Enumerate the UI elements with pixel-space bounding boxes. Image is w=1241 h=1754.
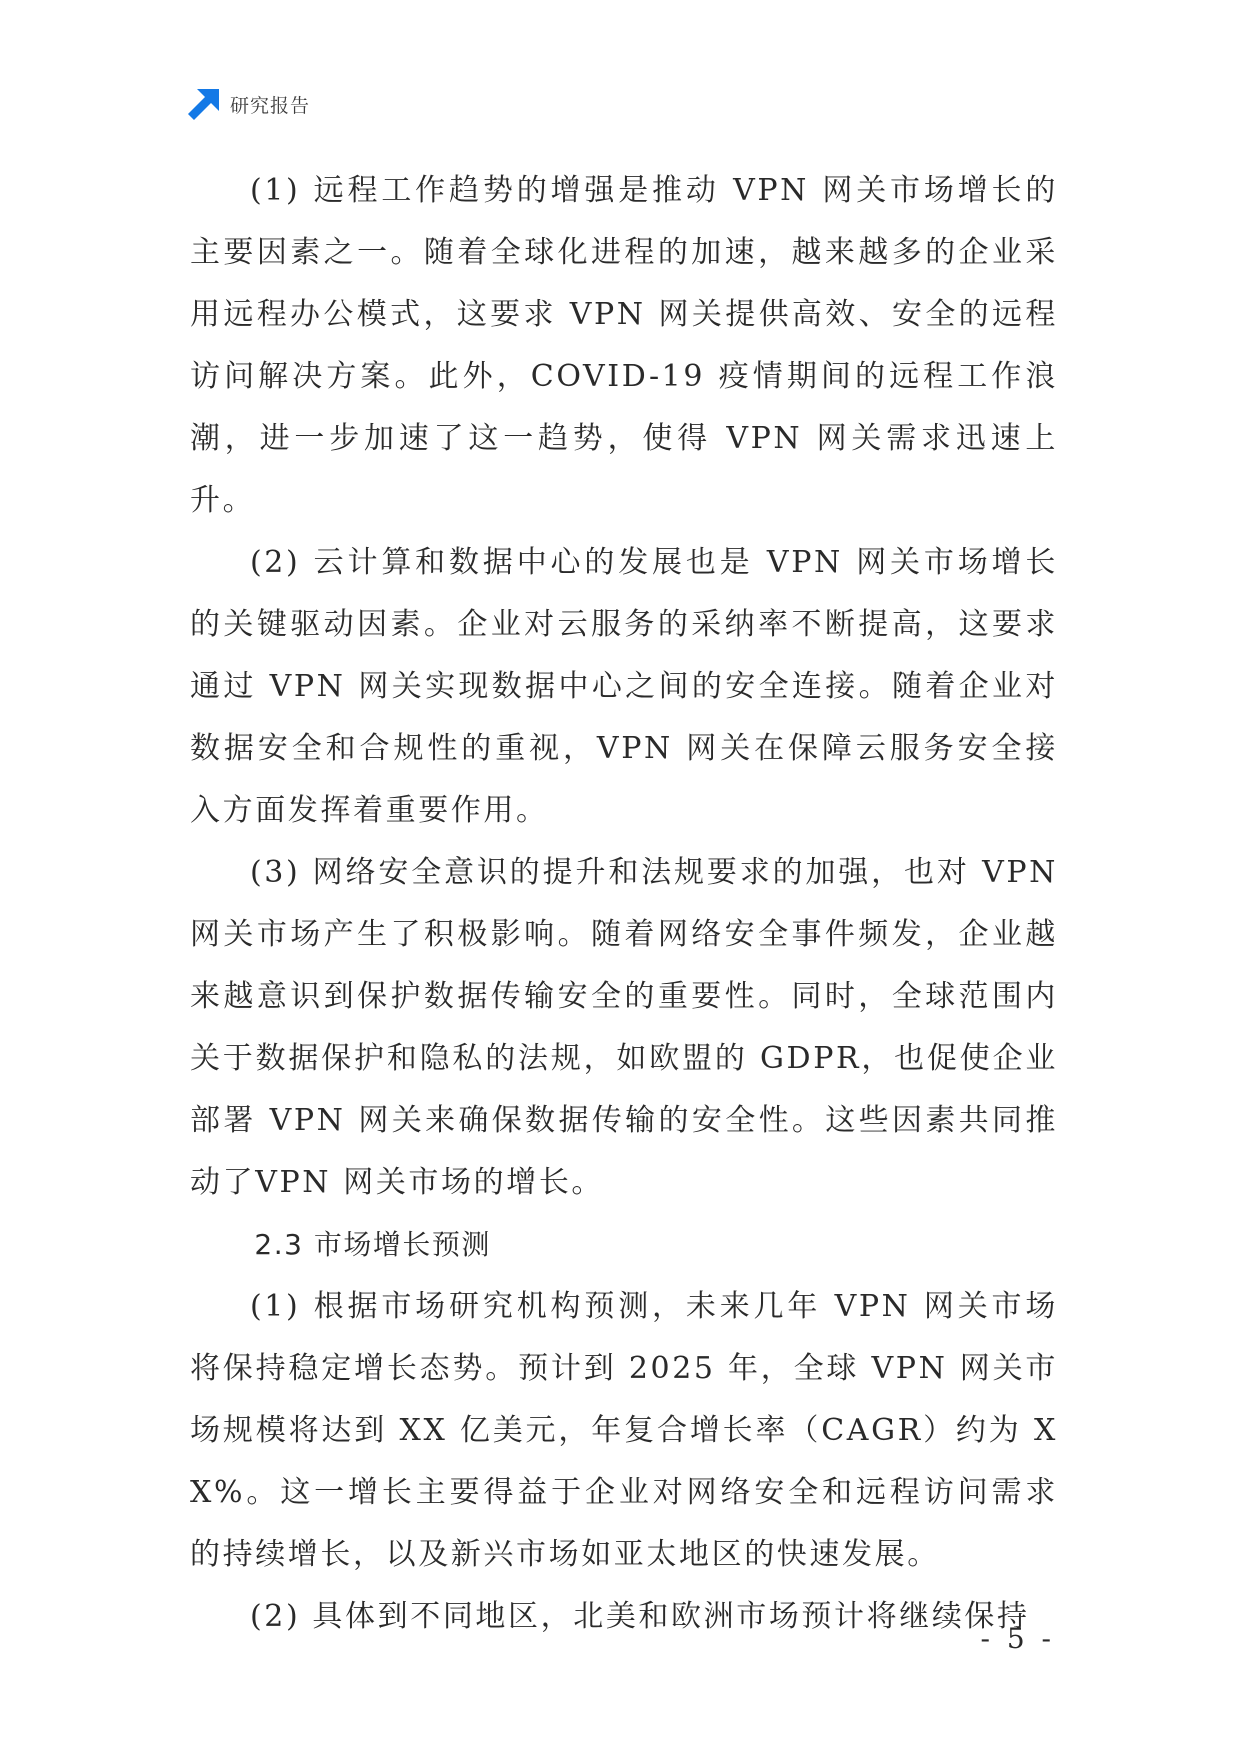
section-paragraph-2: (2) 具体到不同地区，北美和欧洲市场预计将继续保持	[250, 1599, 1030, 1634]
document-body	[190, 160, 1058, 1648]
page-number: - 5 -	[980, 1622, 1055, 1655]
header-title: 研究报告	[230, 94, 311, 117]
section-heading: 2.3 市场增长预测	[254, 1228, 491, 1261]
section-paragraph-1: (1) 根据市场研究机构预测，未来几年 VPN 网关市场将保持稳定增长态势。预计到 2025 年，全球 VPN 网关市场规模将达到 XX 亿美元，年复合增长率（CAGR）约为 XX%。这一增长主要得益于企业对网络安全和远程访问需求的持续增长，以及新兴市场如亚太地区的快速发展。	[190, 1289, 1058, 1572]
paragraph-1: (1) 远程工作趋势的增强是推动 VPN 网关市场增长的主要因素之一。随着全球化进程的加速，越来越多的企业采用远程办公模式，这要求 VPN 网关提供高效、安全的远程访问解决方案。此外，COVID-19 疫情期间的远程工作浪潮，进一步加速了这一趋势，使得 VPN 网关需求迅速上升。	[190, 173, 1058, 518]
header	[188, 88, 310, 120]
paragraph-3: (3) 网络安全意识的提升和法规要求的加强，也对 VPN 网关市场产生了积极影响。随着网络安全事件频发，企业越来越意识到保护数据传输安全的重要性。同时，全球范围内关于数据保护和隐私的法规，如欧盟的 GDPR，也促使企业部署 VPN 网关来确保数据传输的安全性。这些因素共同推动了VPN 网关市场的增长。	[190, 855, 1058, 1200]
arrow-up-right-icon	[188, 88, 220, 120]
paragraph-2: (2) 云计算和数据中心的发展也是 VPN 网关市场增长的关键驱动因素。企业对云服务的采纳率不断提高，这要求通过 VPN 网关实现数据中心之间的安全连接。随着企业对数据安全和合规性的重视，VPN 网关在保障云服务安全接入方面发挥着重要作用。	[190, 545, 1058, 828]
